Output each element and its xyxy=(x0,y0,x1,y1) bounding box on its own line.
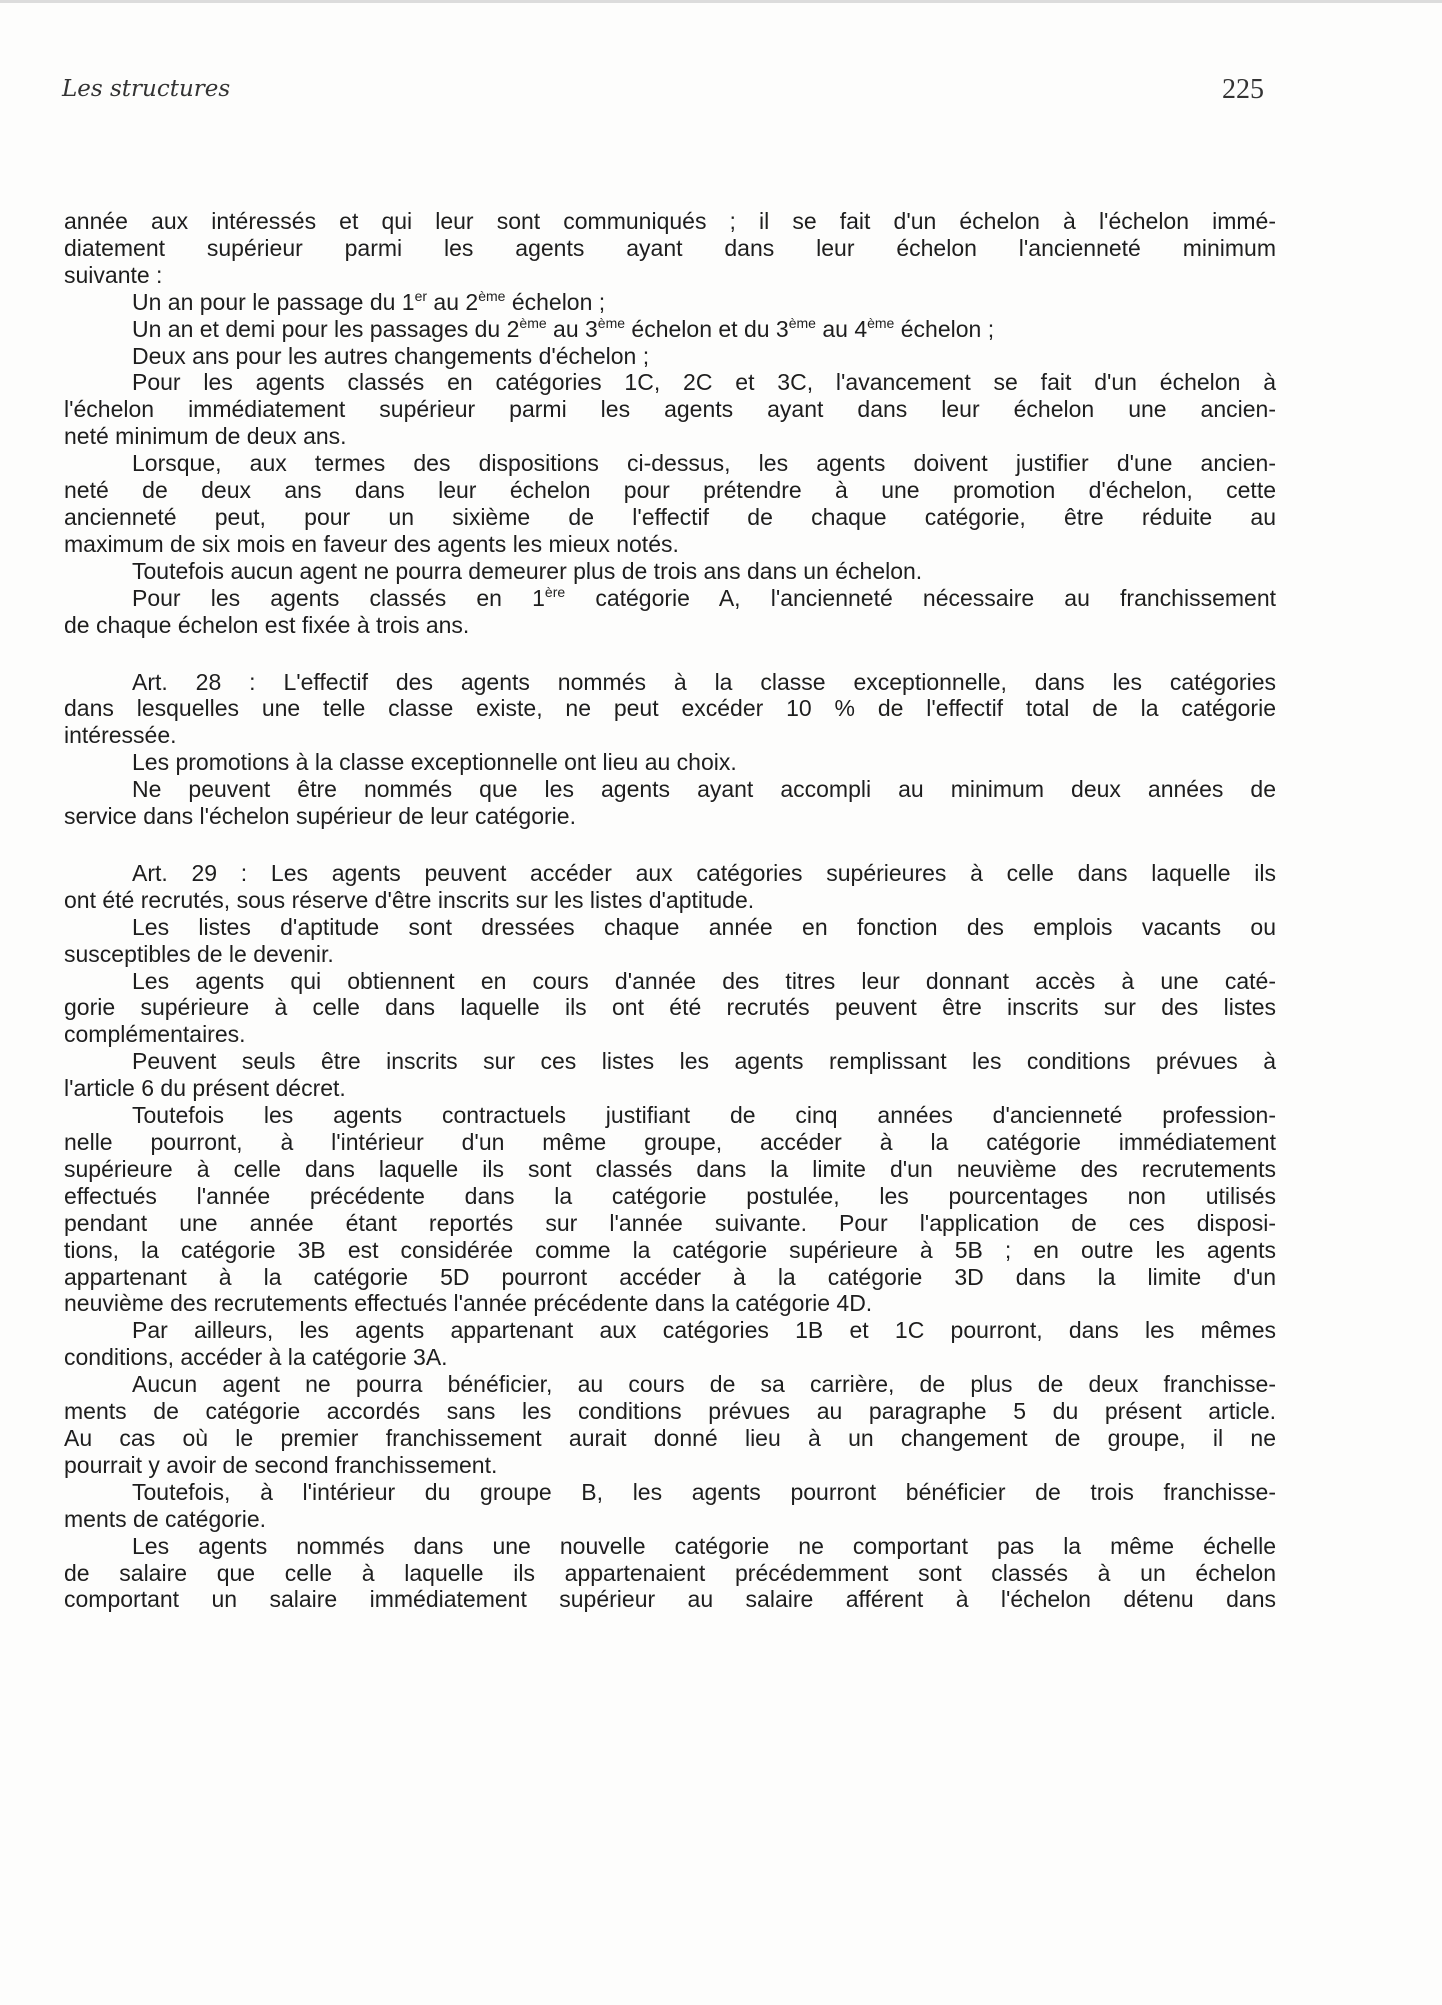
text-line: Deux ans pour les autres changements d'échelon ; xyxy=(132,342,650,369)
text-line: l'article 6 du présent décret. xyxy=(64,1075,346,1102)
text-line: Toutefois, à l'intérieur du groupe B, les agents pourront bénéficier de trois franchisse- xyxy=(132,1478,1276,1505)
running-title: Les structures xyxy=(62,76,231,102)
text-line: Peuvent seuls être inscrits sur ces listes les agents remplissant les conditions prévues à xyxy=(132,1048,1276,1075)
text-line: effectués l'année précédente dans la catégorie postulée, les pourcentages non utilisés xyxy=(64,1182,1276,1209)
article-28-line: Art. 28 : L'effectif des agents nommés à la classe exceptionnelle, dans les catégories xyxy=(132,668,1276,695)
text-line: année aux intéressés et qui leur sont communiqués ; il se fait d'un échelon à l'échelon immé- xyxy=(64,208,1276,234)
text-line: nelle pourront, à l'intérieur d'un même groupe, accéder à la catégorie immédiatement xyxy=(64,1129,1276,1155)
text-line: suivante : xyxy=(64,261,163,288)
text-line: Lorsque, aux termes des dispositions ci-dessus, les agents doivent justifier d'une ancien- xyxy=(132,450,1276,477)
text-line: Les agents qui obtiennent en cours d'année des titres leur donnant accès à une caté- xyxy=(132,967,1276,994)
text-line: Au cas où le premier franchissement aurait donné lieu à un changement de groupe, il ne xyxy=(64,1424,1276,1451)
text-line: maximum de six mois en faveur des agents les mieux notés. xyxy=(64,530,679,557)
body-text xyxy=(64,208,1276,1613)
text-line: ont été recrutés, sous réserve d'être inscrits sur les listes d'aptitude. xyxy=(64,886,755,913)
text-line: Toutefois les agents contractuels justifiant de cinq années d'ancienneté profession- xyxy=(132,1102,1276,1129)
text-line: dans lesquelles une telle classe existe, ne peut excéder 10 % de l'effectif total de la catégorie xyxy=(64,695,1276,722)
text-line: comportant un salaire immédiatement supérieur au salaire afférent à l'échelon détenu dans xyxy=(64,1586,1276,1613)
text-line: Aucun agent ne pourra bénéficier, au cours de sa carrière, de plus de deux franchisse- xyxy=(132,1371,1276,1398)
text-line: ments de catégorie. xyxy=(64,1505,267,1532)
text-line: Les listes d'aptitude sont dressées chaque année en fonction des emplois vacants ou xyxy=(132,913,1276,940)
text-line: Ne peuvent être nommés que les agents ayant accompli au minimum deux années de xyxy=(132,776,1276,803)
text-line: complémentaires. xyxy=(64,1021,246,1048)
text-line: service dans l'échelon supérieur de leur catégorie. xyxy=(64,803,576,830)
text-line: susceptibles de le devenir. xyxy=(64,940,334,967)
text-line: neuvième des recrutements effectués l'année précédente dans la catégorie 4D. xyxy=(64,1290,873,1317)
text-line: de salaire que celle à laquelle ils appartenaient précédemment sont classés à un échelon xyxy=(64,1559,1276,1586)
text-line: appartenant à la catégorie 5D pourront accéder à la catégorie 3D dans la limite d'un xyxy=(64,1263,1276,1290)
text-line: Un an pour le passage du 1er au 2ème échelon ; xyxy=(132,287,606,315)
text-line: Toutefois aucun agent ne pourra demeurer plus de trois ans dans un échelon. xyxy=(132,557,923,584)
text-line: Un an et demi pour les passages du 2ème au 3ème échelon et du 3ème au 4ème échelon ; xyxy=(132,314,995,342)
text-line: Les promotions à la classe exceptionnelle ont lieu au choix. xyxy=(132,749,737,776)
page-number: 225 xyxy=(1222,74,1264,105)
text-line: diatement supérieur parmi les agents ayant dans leur échelon l'ancienneté minimum xyxy=(64,234,1276,261)
text-line: ments de catégorie accordés sans les conditions prévues au paragraphe 5 du présent article. xyxy=(64,1398,1276,1425)
text-line: tions, la catégorie 3B est considérée comme la catégorie supérieure à 5B ; en outre les agents xyxy=(64,1236,1276,1263)
article-29-line: Art. 29 : Les agents peuvent accéder aux catégories supérieures à celle dans laquelle ils xyxy=(132,859,1276,886)
text-line: conditions, accéder à la catégorie 3A. xyxy=(64,1344,448,1371)
text-line: pourrait y avoir de second franchissement. xyxy=(64,1451,498,1478)
text-line: pendant une année étant reportés sur l'année suivante. Pour l'application de ces disposi- xyxy=(64,1209,1276,1236)
paragraph-gap xyxy=(64,639,1276,669)
paragraph-gap xyxy=(64,830,1276,860)
text-line: intéressée. xyxy=(64,722,177,749)
text-line: ancienneté peut, pour un sixième de l'effectif de chaque catégorie, être réduite au xyxy=(64,503,1276,530)
text-line: Pour les agents classés en catégories 1C, 2C et 3C, l'avancement se fait d'un échelon à xyxy=(132,369,1276,396)
text-line: neté de deux ans dans leur échelon pour prétendre à une promotion d'échelon, cette xyxy=(64,477,1276,504)
text-line: supérieure à celle dans laquelle ils sont classés dans la limite d'un neuvième des recrutements xyxy=(64,1155,1276,1182)
text-line: Pour les agents classés en 1ère catégorie A, l'ancienneté nécessaire au franchissement xyxy=(132,583,1277,611)
text-line: de chaque échelon est fixée à trois ans. xyxy=(64,611,470,638)
text-line: neté minimum de deux ans. xyxy=(64,423,347,450)
text-line: Par ailleurs, les agents appartenant aux catégories 1B et 1C pourront, dans les mêmes xyxy=(132,1317,1276,1344)
text-line: l'échelon immédiatement supérieur parmi les agents ayant dans leur échelon une ancien- xyxy=(64,396,1276,423)
text-line: gorie supérieure à celle dans laquelle ils ont été recrutés peuvent être inscrits sur des listes xyxy=(64,994,1276,1021)
scan-edge xyxy=(0,0,1442,3)
text-line: Les agents nommés dans une nouvelle catégorie ne comportant pas la même échelle xyxy=(132,1532,1276,1559)
